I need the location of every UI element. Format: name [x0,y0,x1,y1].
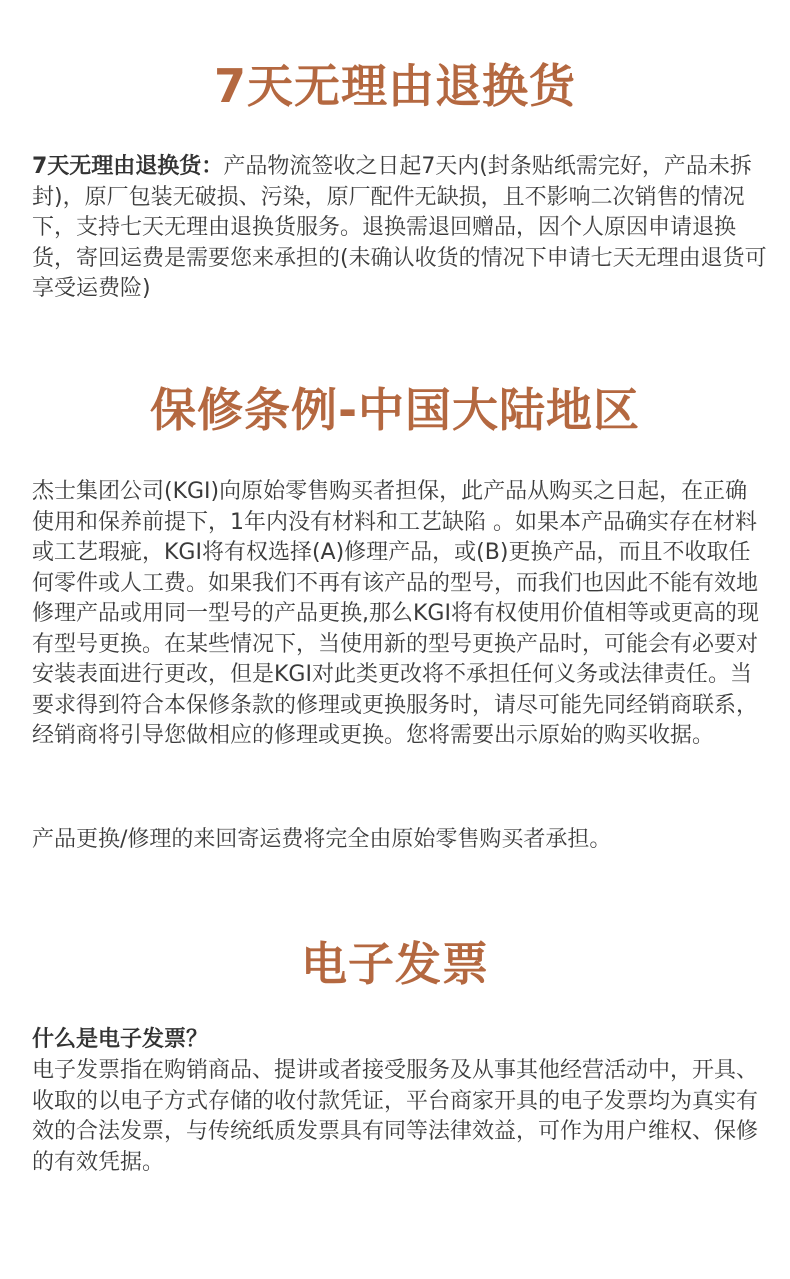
return-policy-lead: 7天无理由退换货： [32,154,224,179]
invoice-title: 电子发票 [301,937,489,991]
warranty-shipping-note: 产品更换/修理的来回寄运费将完全由原始零售购买者承担。 [32,827,612,852]
warranty-title: 保修条例-中国大陆地区 [149,383,641,437]
return-policy-paragraph [32,152,767,305]
invoice-question: 什么是电子发票？ [32,1027,209,1052]
return-policy-title: 7天无理由退换货 [213,59,576,113]
warranty-paragraph: 杰士集团公司(KGI)向原始零售购买者担保，此产品从购买之日起，在正确使用和保养前提下，1年内没有材料和工艺缺陷 。如果本产品确实存在材料或工艺瑕疵，KGI将有权选择(A)修理产品，或(B)更换产品，而且不收取任何零件或人工费。如果我们不再有该产品的型号，而我们也因此不能有效地修理产品或用同一型号的产品更换,那么KGI将有权使用价值相等或更高的现有型号更换。在某些情况下，当使用新的型号更换产品时，可能会有必要对安装表面进行更改，但是KGI对此类更改将不承担任何义务或法律责任。当要求得到符合本保修条款的修理或更换服务时，请尽可能先同经销商联系，经销商将引导您做相应的修理或更换。您将需要出示原始的购买收据。 [32,479,759,748]
invoice-paragraph: 电子发票指在购销商品、提讲或者接受服务及从事其他经营活动中，开具、收取的以电子方式存储的收付款凭证，平台商家开具的电子发票均为真实有效的合法发票，与传统纸质发票具有同等法律效益，可作为用户维权、保修的有效凭据。 [32,1058,759,1175]
return-policy-body: 产品物流签收之日起7天内(封条贴纸需完好，产品未拆封)，原厂包装无破损、污染，原厂配件无缺损，且不影响二次销售的情况下，支持七天无理由退换货服务。退换需退回赠品，因个人原因申请退换货，寄回运费是需要您来承担的(未确认收货的情况下申请七天无理由退货可享受运费险) [32,154,767,301]
